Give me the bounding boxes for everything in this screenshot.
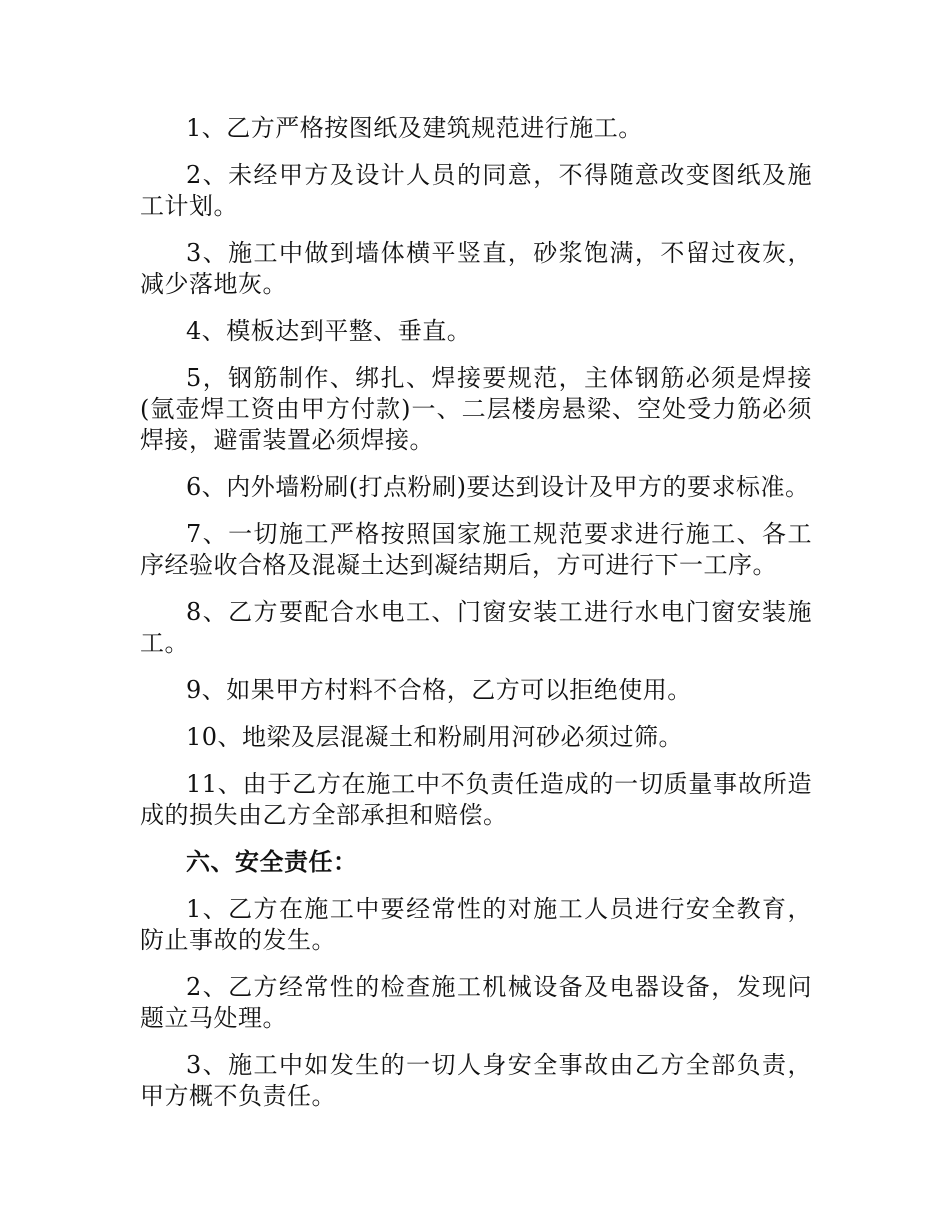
section-heading-safety: 六、安全责任： bbox=[186, 848, 358, 876]
quality-clause-6: 6、内外墙粉刷(打点粉刷)要达到设计及甲方的要求标准。 bbox=[186, 473, 810, 501]
quality-clause-10: 10、地梁及层混凝土和粉刷用河砂必须过筛。 bbox=[186, 723, 684, 751]
safety-clause-3: 3、施工中如发生的一切人身安全事故由乙方全部负责，甲方概不负责任。 bbox=[140, 1051, 812, 1110]
safety-clause-1: 1、乙方在施工中要经常性的对施工人员进行安全教育，防止事故的发生。 bbox=[140, 895, 812, 954]
quality-clause-8: 8、乙方要配合水电工、门窗安装工进行水电门窗安装施工。 bbox=[140, 598, 812, 657]
quality-clause-11: 11、由于乙方在施工中不负责任造成的一切质量事故所造成的损失由乙方全部承担和赔偿。 bbox=[140, 770, 812, 829]
quality-clause-7: 7、一切施工严格按照国家施工规范要求进行施工、各工序经验收合格及混凝土达到凝结期后，方可进行下一工序。 bbox=[140, 520, 812, 579]
quality-clause-1: 1、乙方严格按图纸及建筑规范进行施工。 bbox=[186, 114, 643, 142]
quality-clause-2: 2、未经甲方及设计人员的同意，不得随意改变图纸及施工计划。 bbox=[140, 161, 812, 220]
safety-clause-2: 2、乙方经常性的检查施工机械设备及电器设备，发现问题立马处理。 bbox=[140, 973, 812, 1032]
document-body bbox=[140, 113, 812, 1128]
quality-clause-5: 5，钢筋制作、绑扎、焊接要规范，主体钢筋必须是焊接(氩壶焊工资由甲方付款)一、二层楼房悬梁、空处受力筋必须焊接，避雷装置必须焊接。 bbox=[140, 364, 812, 454]
quality-clause-3: 3、施工中做到墙体横平竖直，砂浆饱满，不留过夜灰，减少落地灰。 bbox=[140, 239, 812, 298]
quality-clause-4: 4、模板达到平整、垂直。 bbox=[186, 317, 472, 345]
quality-clause-9: 9、如果甲方村料不合格，乙方可以拒绝使用。 bbox=[186, 676, 692, 704]
